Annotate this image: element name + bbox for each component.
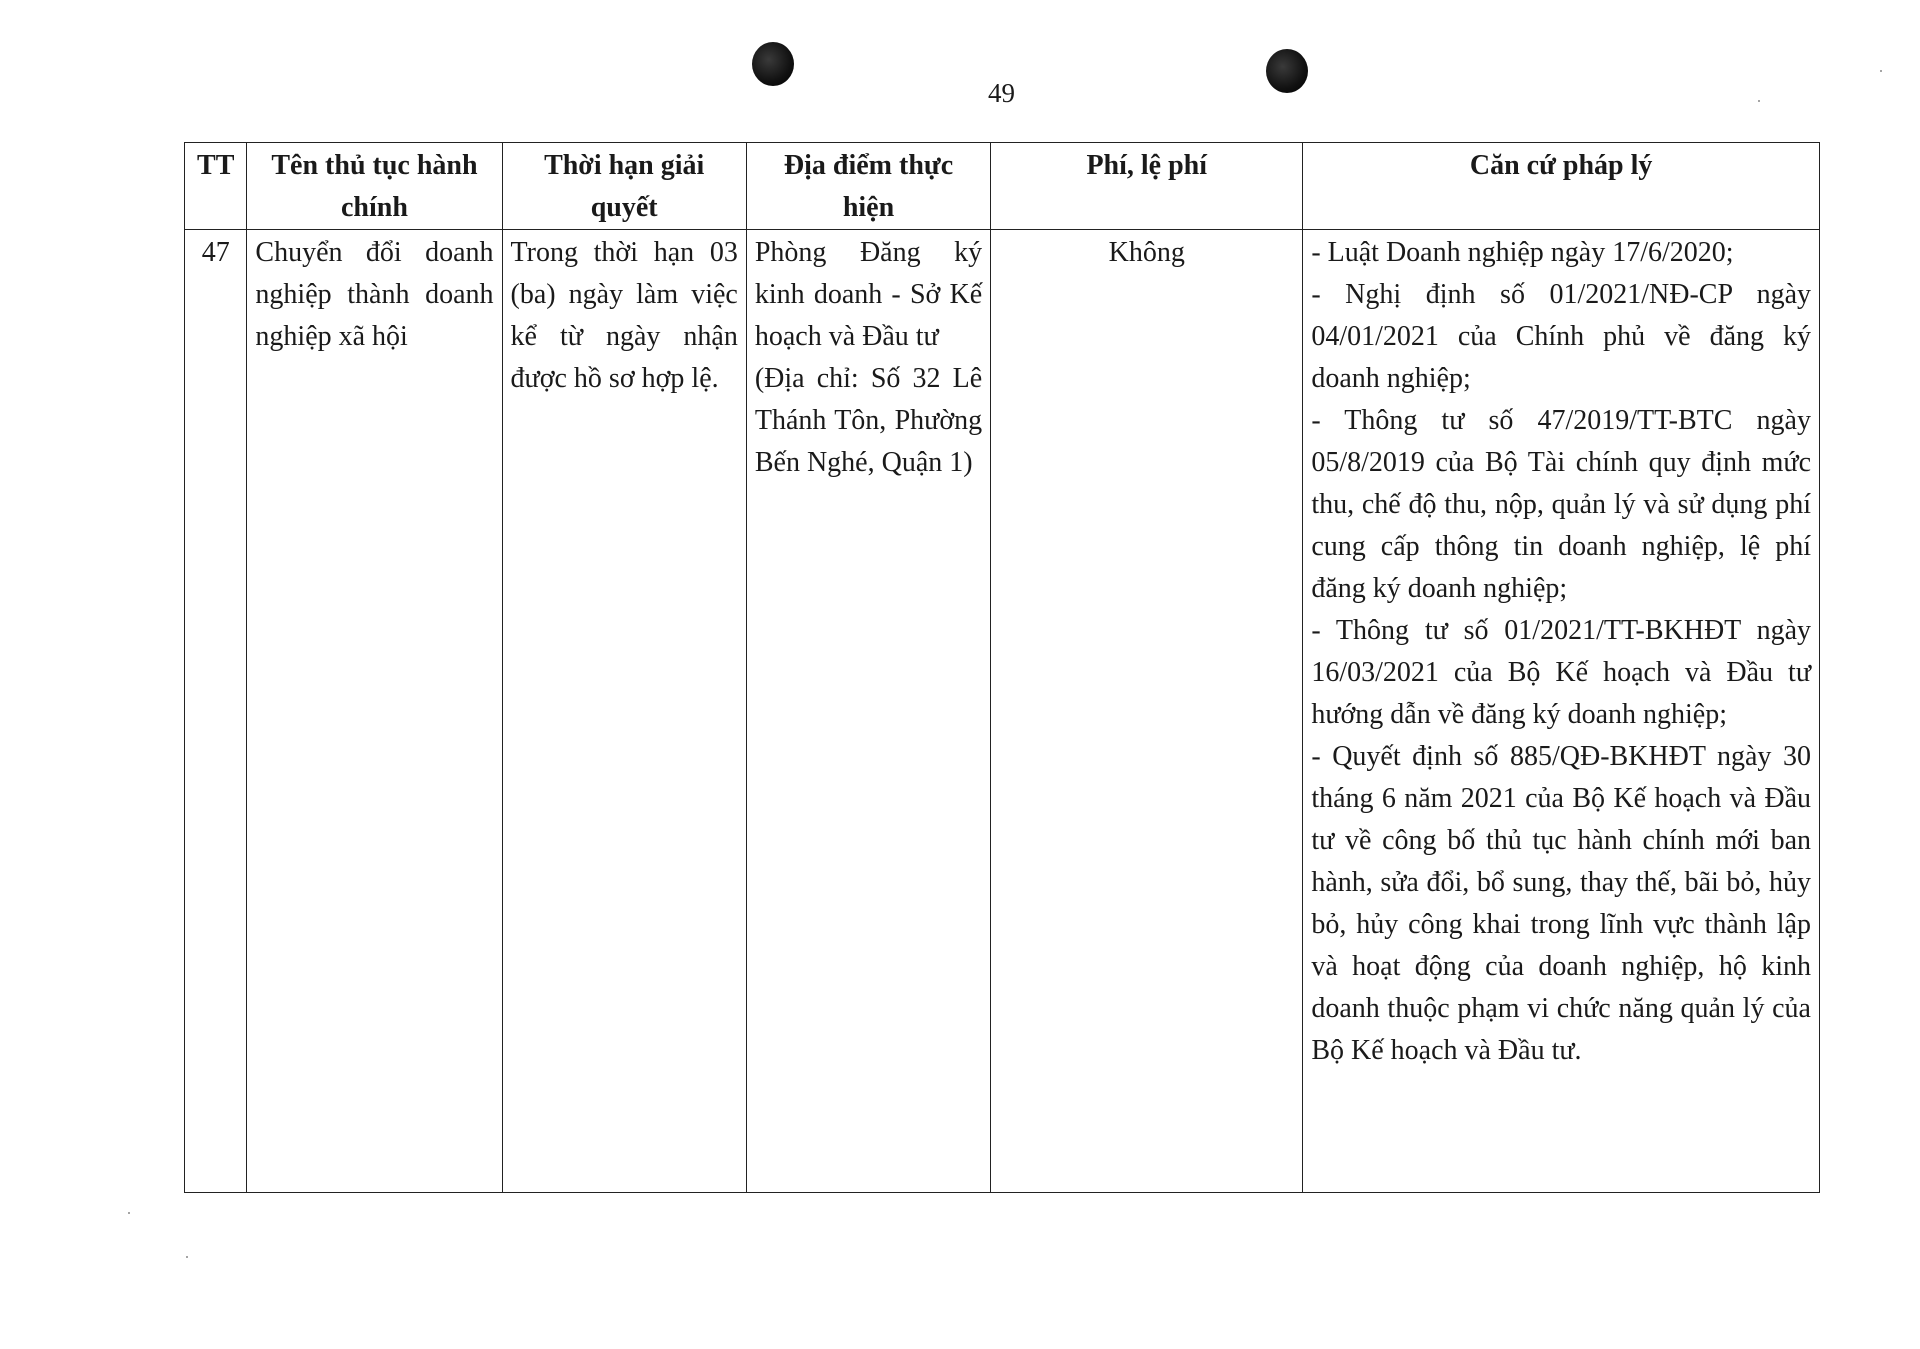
procedures-table [184, 142, 1820, 1193]
row-processing-time: Trong thời hạn 03 (ba) ngày làm việc kể từ ngày nhận được hồ sơ hợp lệ. [502, 230, 746, 1193]
row-fees: Không [991, 230, 1303, 1193]
row-tt: 47 [185, 230, 247, 1193]
header-fees: Phí, lệ phí [991, 143, 1303, 230]
table-row [185, 230, 1820, 1193]
row-legal-basis [1303, 230, 1820, 1193]
legal-basis-item: - Nghị định số 01/2021/NĐ-CP ngày 04/01/2021 của Chính phủ về đăng ký doanh nghiệp; [1311, 279, 1811, 394]
scan-speck [1880, 70, 1882, 72]
legal-basis-item: - Quyết định số 885/QĐ-BKHĐT ngày 30 tháng 6 năm 2021 của Bộ Kế hoạch và Đầu tư về công bố thủ tục hành chính mới ban hành, sửa đổi, bổ sung, thay thế, bãi bỏ, hủy bỏ, hủy công khai trong lĩnh vực thành lập và hoạt động của doanh nghiệp, hộ kinh doanh thuộc phạm vi chức năng quản lý của Bộ Kế hoạch và Đầu tư. [1311, 741, 1811, 1066]
header-location: Địa điểm thực hiện [746, 143, 990, 230]
table-header-row [185, 143, 1820, 230]
row-location-main: Phòng Đăng ký kinh doanh - Sở Kế hoạch và Đầu tư [754, 237, 983, 352]
scan-speck [186, 1256, 188, 1258]
row-location-address: (Địa chỉ: Số 32 Lê Thánh Tôn, Phường Bến Nghé, Quận 1) [754, 363, 983, 478]
header-processing-time: Thời hạn giải quyết [502, 143, 746, 230]
page-number: 49 [988, 78, 1015, 108]
row-procedure-name: Chuyển đổi doanh nghiệp thành doanh nghiệp xã hội [247, 230, 502, 1193]
row-location [746, 230, 990, 1193]
header-procedure-name: Tên thủ tục hành chính [247, 143, 502, 230]
legal-basis-item: - Thông tư số 01/2021/TT-BKHĐT ngày 16/03/2021 của Bộ Kế hoạch và Đầu tư hướng dẫn về đăng ký doanh nghiệp; [1311, 615, 1811, 730]
header-tt: TT [185, 143, 247, 230]
scan-speck [128, 1212, 130, 1214]
legal-basis-item: - Luật Doanh nghiệp ngày 17/6/2020; [1311, 237, 1734, 268]
header-legal-basis: Căn cứ pháp lý [1303, 143, 1820, 230]
legal-basis-item: - Thông tư số 47/2019/TT-BTC ngày 05/8/2019 của Bộ Tài chính quy định mức thu, chế độ thu, nộp, quản lý và sử dụng phí cung cấp thông tin doanh nghiệp, lệ phí đăng ký doanh nghiệp; [1311, 405, 1811, 604]
